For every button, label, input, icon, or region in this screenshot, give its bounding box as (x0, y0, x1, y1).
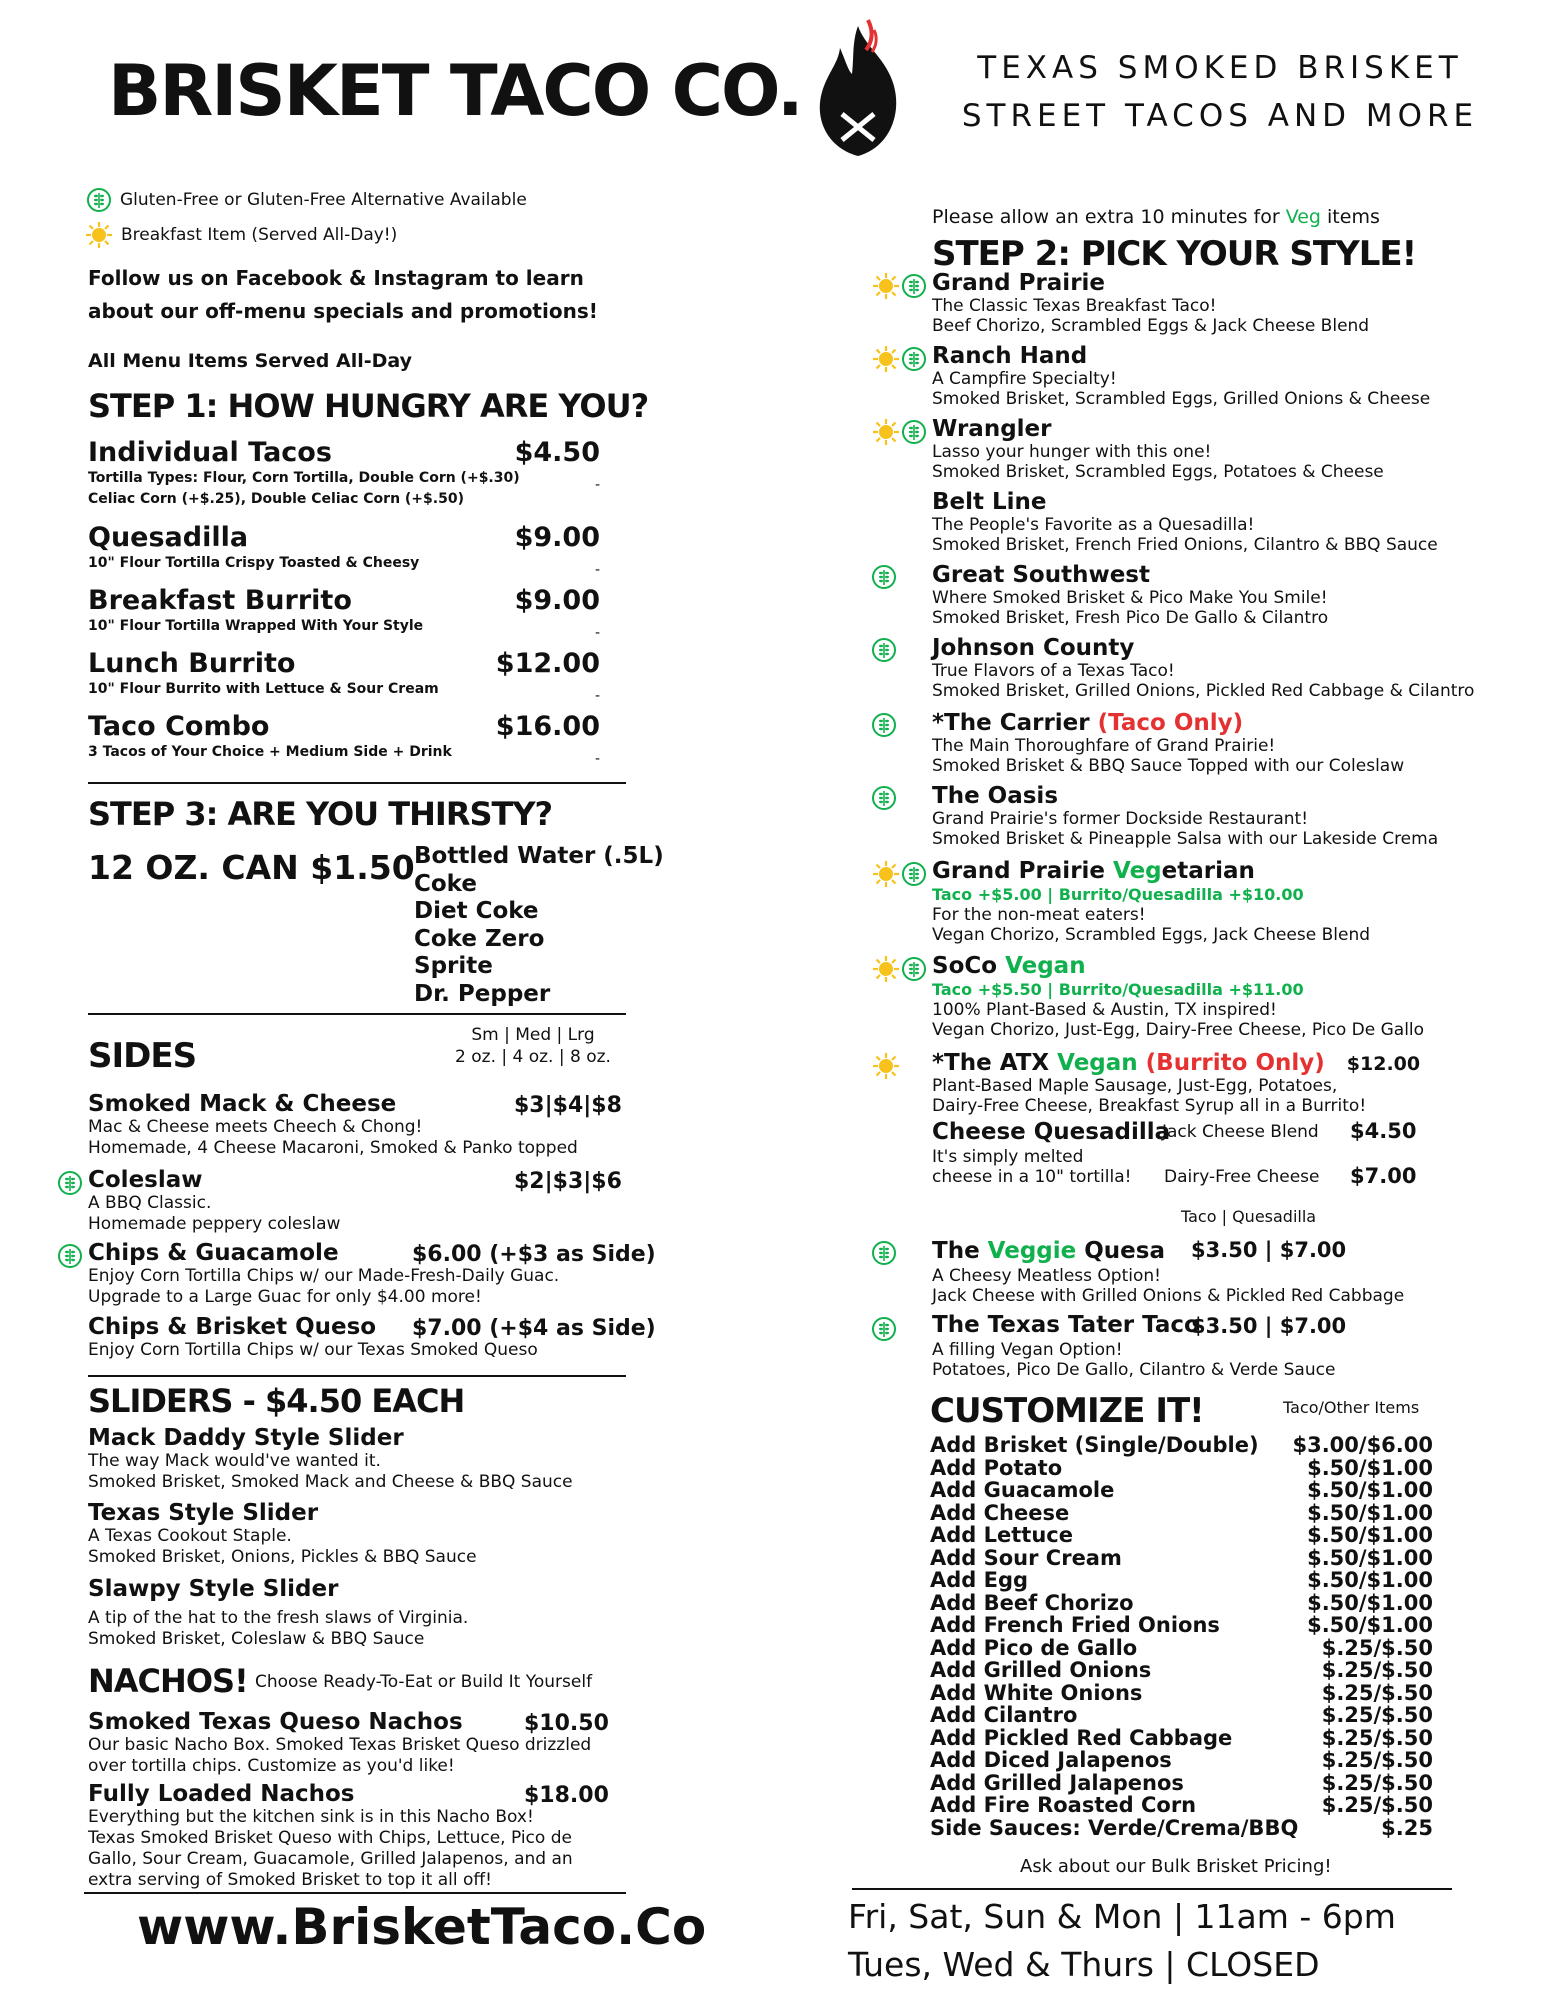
customize-price: $.50/$1.00 (1307, 1590, 1433, 1615)
item-price: $9.00 (514, 585, 600, 616)
item-name: Breakfast Burrito (88, 585, 352, 616)
style-grand-prairie-vegetarian (932, 858, 1512, 945)
gluten-free-icon (871, 1240, 897, 1266)
divider (88, 1013, 626, 1015)
style-name: Wrangler (932, 416, 1052, 442)
side-name: Chips & Brisket Queso (88, 1314, 377, 1340)
sides-title: SIDES (88, 1036, 197, 1076)
style-name (932, 953, 1512, 979)
style-desc: The Main Thoroughfare of Grand Prairie! (932, 736, 1276, 756)
slider-desc: A tip of the hat to the fresh slaws of Virginia. (88, 1608, 469, 1628)
slider-desc: Smoked Brisket, Smoked Mack and Cheese & BBQ Sauce (88, 1472, 573, 1492)
menu-item-breakfast-burrito (88, 585, 600, 641)
style-name (932, 1238, 1165, 1264)
gluten-free-icon (57, 1170, 83, 1196)
veg-note-post: items (1320, 206, 1380, 228)
customize-name: Add Pico de Gallo (930, 1635, 1138, 1660)
style-desc: The People's Favorite as a Quesadilla! (932, 515, 1255, 535)
social-note-line-1: Follow us on Facebook & Instagram to learn (88, 266, 584, 290)
step1-title: STEP 1: HOW HUNGRY ARE YOU? (88, 387, 649, 425)
slider-texas-style (88, 1500, 628, 1568)
nachos-title: NACHOS! (88, 1662, 248, 1700)
style-name-vegan: Vegan (1005, 953, 1086, 979)
slider-desc: Smoked Brisket, Onions, Pickles & BBQ Sauce (88, 1547, 477, 1567)
item-price: $16.00 (495, 711, 600, 742)
customize-row (930, 1592, 1433, 1615)
customize-price: $.50/$1.00 (1307, 1478, 1433, 1502)
gluten-free-icon (901, 861, 927, 887)
sliders-title: SLIDERS - $4.50 EACH (88, 1382, 465, 1420)
customize-row (930, 1817, 1433, 1840)
social-note-line-2: about our off-menu specials and promotions! (88, 299, 598, 323)
customize-row (930, 1727, 1433, 1750)
style-name-veggie: Veggie (987, 1238, 1077, 1264)
style-desc: The Classic Texas Breakfast Taco! (932, 296, 1217, 316)
item-desc: Celiac Corn (+$.25), Double Celiac Corn (+$.50) (88, 491, 464, 507)
style-desc: A Campfire Specialty! (932, 369, 1117, 389)
nacho-name: Smoked Texas Queso Nachos (88, 1709, 463, 1735)
customize-price: $.50/$1.00 (1307, 1613, 1433, 1637)
customize-row (930, 1614, 1433, 1637)
customize-name: Side Sauces: Verde/Crema/BBQ (930, 1815, 1299, 1840)
style-desc: Smoked Brisket, Scrambled Eggs, Grilled Onions & Cheese (932, 389, 1431, 409)
style-name-part: *The ATX (932, 1050, 1058, 1076)
style-name-vegan: Vegan (1057, 1050, 1138, 1076)
side-desc: A BBQ Classic. (88, 1193, 212, 1213)
customize-row (930, 1569, 1433, 1592)
sun-icon (872, 955, 900, 983)
style-desc: A Cheesy Meatless Option! (932, 1266, 1161, 1286)
customize-price: $.50/$1.00 (1307, 1523, 1433, 1547)
style-name: Great Southwest (932, 562, 1150, 588)
style-desc: Vegan Chorizo, Just-Egg, Dairy-Free Cheese, Pico De Gallo (932, 1020, 1425, 1040)
gluten-free-icon (871, 564, 897, 590)
tagline-line-2: STREET TACOS AND MORE (961, 98, 1479, 134)
dash: - (594, 751, 600, 767)
customize-name: Add Diced Jalapenos (930, 1748, 1172, 1772)
divider (852, 1888, 1452, 1890)
taco-only-note: (Taco Only) (1097, 710, 1244, 736)
style-desc: Plant-Based Maple Sausage, Just-Egg, Potatoes, (932, 1076, 1338, 1096)
customize-name: Add Grilled Jalapenos (930, 1770, 1184, 1795)
customize-price: $.25/$.50 (1321, 1748, 1433, 1772)
style-the-oasis (932, 783, 1512, 849)
gluten-free-icon (901, 273, 927, 299)
can-price: 12 OZ. CAN $1.50 (88, 848, 415, 887)
customize-name: Add Brisket (Single/Double) (930, 1433, 1259, 1457)
side-desc: Upgrade to a Large Guac for only $4.00 more! (88, 1287, 482, 1307)
item-desc: 3 Tacos of Your Choice + Medium Side + Drink (88, 744, 452, 760)
style-desc: For the non-meat eaters! (932, 905, 1146, 925)
sides-size-header (440, 1024, 626, 1068)
menu-item-quesadilla (88, 522, 600, 578)
cheese-option: Jack Cheese Blend (1162, 1122, 1319, 1142)
customize-list (930, 1434, 1433, 1839)
style-desc: Vegan Chorizo, Scrambled Eggs, Jack Cheese Blend (932, 925, 1371, 945)
nacho-desc: Everything but the kitchen sink is in this Nacho Box! (88, 1807, 534, 1827)
customize-name: Add Cheese (930, 1500, 1070, 1525)
style-icons (872, 345, 927, 373)
style-name-part: The (932, 1238, 988, 1264)
burrito-only-note: (Burrito Only) (1145, 1050, 1325, 1076)
tagline (960, 44, 1480, 140)
style-name: Cheese Quesadilla (932, 1119, 1171, 1145)
item-name: Taco Combo (88, 711, 270, 742)
style-desc: Smoked Brisket, Fresh Pico De Gallo & Cilantro (932, 608, 1329, 628)
menu-item-lunch-burrito (88, 648, 600, 704)
style-desc: Grand Prairie's former Dockside Restaurant! (932, 809, 1309, 829)
side-price: $7.00 (+$4 as Side) (412, 1316, 656, 1341)
style-wrangler (932, 416, 1512, 482)
style-johnson-county (932, 635, 1532, 701)
item-name: Lunch Burrito (88, 648, 296, 679)
style-icons (872, 955, 927, 983)
customize-price: $.50/$1.00 (1307, 1500, 1433, 1525)
customize-row (930, 1772, 1433, 1795)
customize-row (930, 1434, 1433, 1457)
cheese-price: $4.50 (1350, 1119, 1417, 1143)
customize-name: Add Lettuce (930, 1523, 1073, 1547)
style-name (932, 858, 1512, 884)
sun-icon (872, 418, 900, 446)
style-desc: Potatoes, Pico De Gallo, Cilantro & Verde Sauce (932, 1360, 1336, 1380)
customize-row (930, 1479, 1433, 1502)
veg-note-pre: Please allow an extra 10 minutes for (932, 206, 1286, 228)
customize-row (930, 1794, 1433, 1817)
style-desc: Jack Cheese with Grilled Onions & Pickled Red Cabbage (932, 1286, 1405, 1306)
customize-header: Taco/Other Items (1283, 1398, 1420, 1417)
sides-sizes: Sm | Med | Lrg (471, 1025, 595, 1045)
nacho-desc: over tortilla chips. Customize as you'd like! (88, 1756, 455, 1776)
item-price: $9.00 (514, 522, 600, 553)
style-desc: Smoked Brisket & Pineapple Salsa with our Lakeside Crema (932, 829, 1439, 849)
customize-name: Add Fire Roasted Corn (930, 1793, 1197, 1817)
style-name (932, 710, 1512, 736)
style-name: The Oasis (932, 783, 1059, 809)
side-price: $6.00 (+$3 as Side) (412, 1242, 656, 1267)
hours-open: Fri, Sat, Sun & Mon | 11am - 6pm (848, 1897, 1396, 1936)
style-desc: 100% Plant-Based & Austin, TX inspired! (932, 1000, 1277, 1020)
drink-item: Sprite (414, 953, 493, 979)
sun-icon (872, 345, 900, 373)
style-name-part: SoCo (932, 953, 1006, 979)
gluten-free-icon (871, 1316, 897, 1342)
style-great-southwest (932, 562, 1512, 628)
nachos-subtitle: Choose Ready-To-Eat or Build It Yourself (255, 1672, 593, 1692)
drink-list (414, 843, 664, 1008)
customize-row (930, 1524, 1433, 1547)
slider-name: Texas Style Slider (88, 1500, 319, 1526)
drink-item: Bottled Water (.5L) (414, 843, 664, 869)
gluten-free-icon (871, 712, 897, 738)
style-veggie-quesa (932, 1238, 1532, 1306)
customize-price: $.50/$1.00 (1307, 1455, 1433, 1480)
cheese-option: Dairy-Free Cheese (1164, 1167, 1320, 1187)
style-grand-prairie (932, 270, 1512, 336)
style-name-part: Quesa (1076, 1238, 1165, 1264)
style-icons (872, 272, 927, 300)
dash: - (594, 688, 600, 704)
sun-icon (872, 272, 900, 300)
drink-item: Diet Coke (414, 898, 539, 924)
customize-row (930, 1704, 1433, 1727)
side-desc: Enjoy Corn Tortilla Chips w/ our Made-Fresh-Daily Guac. (88, 1266, 560, 1286)
customize-name: Add Sour Cream (930, 1545, 1122, 1570)
style-texas-tater-taco (932, 1312, 1532, 1380)
hours-closed: Tues, Wed & Thurs | CLOSED (848, 1945, 1320, 1984)
style-desc: Smoked Brisket, French Fried Onions, Cilantro & BBQ Sauce (932, 535, 1438, 555)
style-desc: A filling Vegan Option! (932, 1340, 1123, 1360)
customize-row (930, 1502, 1433, 1525)
customize-price: $.50/$1.00 (1307, 1545, 1433, 1570)
customize-name: Add Cilantro (930, 1703, 1078, 1727)
website-link[interactable]: www.BrisketTaco.Co (137, 1898, 707, 1956)
style-desc: Where Smoked Brisket & Pico Make You Smile! (932, 588, 1328, 608)
side-price: $2|$3|$6 (514, 1169, 622, 1194)
style-name-part: etarian (1161, 858, 1255, 884)
side-name: Coleslaw (88, 1167, 203, 1193)
customize-price: $3.00/$6.00 (1292, 1433, 1433, 1457)
menu-item-taco-combo (88, 711, 600, 767)
style-desc: True Flavors of a Texas Taco! (932, 661, 1175, 681)
sun-icon (85, 221, 113, 249)
menu-item-individual-tacos (88, 437, 600, 510)
tagline-line-1: TEXAS SMOKED BRISKET (977, 50, 1463, 86)
style-desc: Lasso your hunger with this one! (932, 442, 1212, 462)
item-price: $4.50 (514, 437, 600, 468)
item-desc: 10" Flour Tortilla Wrapped With Your Style (88, 618, 424, 634)
style-icons (872, 860, 927, 888)
slider-desc: Smoked Brisket, Coleslaw & BBQ Sauce (88, 1629, 425, 1649)
style-desc: Smoked Brisket, Scrambled Eggs, Potatoes & Cheese (932, 462, 1384, 482)
style-name-part: Grand Prairie (932, 858, 1114, 884)
style-icons (872, 418, 927, 446)
style-price: $3.50 | $7.00 (1191, 1238, 1347, 1262)
legend-gluten-free (86, 187, 527, 213)
style-price: Taco +$5.50 | Burrito/Quesadilla +$11.00 (932, 980, 1304, 999)
legend-gluten-free-label: Gluten-Free or Gluten-Free Alternative Available (120, 190, 527, 210)
slider-name: Mack Daddy Style Slider (88, 1425, 404, 1451)
style-name-veg: Veg (1113, 858, 1162, 884)
customize-row (930, 1659, 1433, 1682)
side-price: $3|$4|$8 (514, 1093, 622, 1118)
customize-name: Add Beef Chorizo (930, 1590, 1134, 1615)
customize-name: Add Pickled Red Cabbage (930, 1725, 1233, 1750)
all-day-note: All Menu Items Served All-Day (88, 350, 413, 372)
step2-title: STEP 2: PICK YOUR STYLE! (932, 234, 1417, 274)
customize-row (930, 1547, 1433, 1570)
veg-note-veg: Veg (1285, 206, 1321, 228)
drink-item: Dr. Pepper (414, 980, 551, 1007)
customize-price: $.25/$.50 (1321, 1680, 1433, 1705)
gluten-free-icon (901, 956, 927, 982)
legend-breakfast (85, 221, 397, 249)
style-name-text: *The Carrier (932, 710, 1090, 736)
dash: - (594, 625, 600, 641)
cheese-quesadilla (932, 1119, 1532, 1187)
slider-mack-daddy (88, 1425, 628, 1493)
divider (88, 1375, 626, 1377)
style-price: $3.50 | $7.00 (1191, 1314, 1347, 1338)
drink-item: Coke (414, 870, 477, 897)
customize-price: $.25/$.50 (1321, 1703, 1433, 1727)
slider-desc: A Texas Cookout Staple. (88, 1526, 292, 1546)
customize-name: Add Grilled Onions (930, 1658, 1152, 1682)
nacho-price: $10.50 (524, 1711, 609, 1736)
item-desc: 10" Flour Burrito with Lettuce & Sour Cream (88, 681, 439, 697)
item-desc: 10" Flour Tortilla Crispy Toasted & Cheesy (88, 555, 420, 571)
style-name: The Texas Tater Taco (932, 1312, 1200, 1338)
customize-row (930, 1682, 1433, 1705)
customize-price: $.25/$.50 (1321, 1658, 1433, 1682)
divider (84, 1892, 626, 1894)
nacho-desc: extra serving of Smoked Brisket to top it all off! (88, 1870, 492, 1890)
nacho-desc: Texas Smoked Brisket Queso with Chips, Lettuce, Pico de (88, 1828, 572, 1848)
style-name: Grand Prairie (932, 270, 1106, 296)
style-name (932, 1050, 1532, 1076)
customize-name: Add Egg (930, 1568, 1029, 1592)
style-name: Ranch Hand (932, 343, 1088, 369)
gluten-free-icon (901, 346, 927, 372)
customize-row (930, 1457, 1433, 1480)
customize-price: $.25/$.50 (1321, 1770, 1433, 1795)
hours (848, 1893, 1396, 1989)
slider-desc: The way Mack would've wanted it. (88, 1451, 381, 1471)
nacho-desc: Our basic Nacho Box. Smoked Texas Brisket Queso drizzled (88, 1735, 592, 1755)
style-price: $12.00 (1346, 1053, 1421, 1075)
customize-price: $.25/$.50 (1321, 1793, 1433, 1817)
style-desc: Smoked Brisket & BBQ Sauce Topped with our Coleslaw (932, 756, 1405, 776)
dash: - (594, 562, 600, 578)
style-price: Taco +$5.00 | Burrito/Quesadilla +$10.00 (932, 885, 1304, 904)
side-desc: Enjoy Corn Tortilla Chips w/ our Texas Smoked Queso (88, 1340, 538, 1360)
taco-quesadilla-header: Taco | Quesadilla (1181, 1207, 1317, 1226)
nacho-name: Fully Loaded Nachos (88, 1781, 355, 1807)
brand-title: BRISKET TACO CO. (108, 50, 802, 132)
style-desc: Smoked Brisket, Grilled Onions, Pickled Red Cabbage & Cilantro (932, 681, 1475, 701)
style-desc: cheese in a 10" tortilla! (932, 1167, 1132, 1187)
style-soco-vegan (932, 953, 1512, 1040)
flame-logo-icon (808, 18, 908, 163)
style-ranch-hand (932, 343, 1512, 409)
slider-slawpy-style (88, 1576, 628, 1650)
slider-name: Slawpy Style Slider (88, 1576, 339, 1602)
gluten-free-icon (871, 637, 897, 663)
dash: - (594, 477, 600, 493)
style-belt-line (932, 489, 1512, 555)
nacho-price: $18.00 (524, 1783, 609, 1808)
divider (88, 782, 626, 784)
step3-title: STEP 3: ARE YOU THIRSTY? (88, 795, 553, 833)
customize-price: $.50/$1.00 (1307, 1568, 1433, 1592)
side-desc: Mac & Cheese meets Cheech & Chong! (88, 1117, 423, 1137)
gluten-free-icon (901, 419, 927, 445)
side-desc: Homemade peppery coleslaw (88, 1214, 341, 1234)
customize-price: $.25/$.50 (1321, 1725, 1433, 1750)
customize-name: Add Potato (930, 1455, 1063, 1480)
customize-title: CUSTOMIZE IT! (930, 1391, 1204, 1431)
customize-row (930, 1637, 1433, 1660)
customize-row (930, 1749, 1433, 1772)
customize-name: Add French Fried Onions (930, 1613, 1220, 1637)
sun-icon (872, 1052, 900, 1080)
sides-oz: 2 oz. | 4 oz. | 8 oz. (455, 1047, 611, 1067)
veg-note (932, 206, 1380, 228)
style-name: Johnson County (932, 635, 1135, 661)
style-name: Belt Line (932, 489, 1047, 515)
customize-name: Add Guacamole (930, 1478, 1115, 1502)
item-name: Quesadilla (88, 522, 249, 553)
gluten-free-icon (57, 1243, 83, 1269)
item-desc: Tortilla Types: Flour, Corn Tortilla, Double Corn (+$.30) (88, 470, 520, 486)
item-name: Individual Tacos (88, 437, 332, 468)
style-the-carrier (932, 710, 1512, 776)
customize-price: $.25 (1381, 1815, 1433, 1840)
bulk-note: Ask about our Bulk Brisket Pricing! (1020, 1856, 1332, 1877)
cheese-price: $7.00 (1350, 1164, 1417, 1188)
customize-name: Add White Onions (930, 1680, 1143, 1705)
style-desc: It's simply melted (932, 1147, 1084, 1167)
style-desc: Dairy-Free Cheese, Breakfast Syrup all in a Burrito! (932, 1096, 1367, 1116)
side-desc: Homemade, 4 Cheese Macaroni, Smoked & Panko topped (88, 1138, 578, 1158)
customize-price: $.25/$.50 (1321, 1635, 1433, 1660)
sun-icon (872, 860, 900, 888)
nacho-desc: Gallo, Sour Cream, Guacamole, Grilled Jalapenos, and an (88, 1849, 573, 1869)
gluten-free-icon (871, 785, 897, 811)
style-desc: Beef Chorizo, Scrambled Eggs & Jack Cheese Blend (932, 316, 1370, 336)
gluten-free-icon (86, 187, 112, 213)
social-note (88, 262, 598, 328)
drink-item: Coke Zero (414, 925, 545, 952)
side-name: Chips & Guacamole (88, 1240, 339, 1266)
legend-breakfast-label: Breakfast Item (Served All-Day!) (121, 225, 398, 245)
item-price: $12.00 (495, 648, 600, 679)
side-name: Smoked Mack & Cheese (88, 1091, 397, 1117)
style-atx-vegan (932, 1050, 1532, 1116)
